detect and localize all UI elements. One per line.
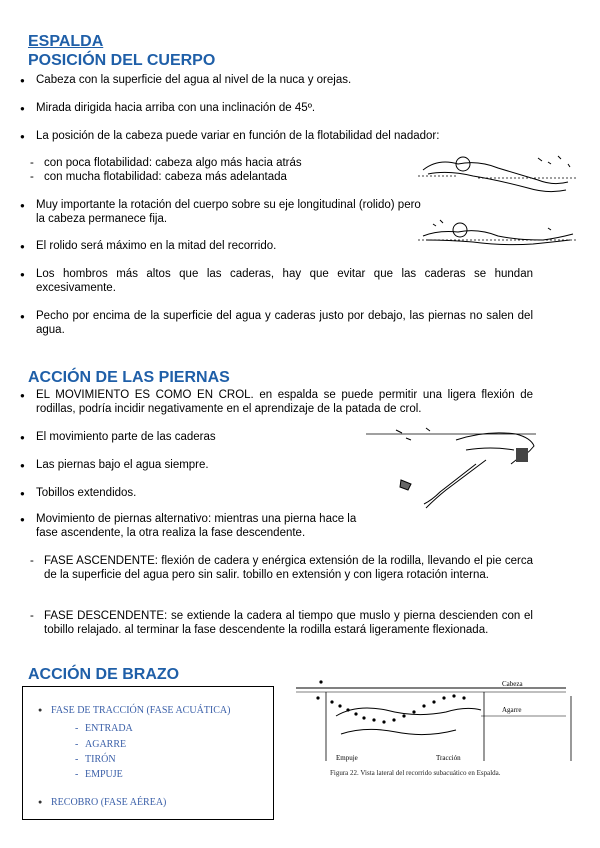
posicion-item-2: ● Mirada dirigida hacia arriba con una inclinación de 45º.: [36, 101, 536, 115]
piernas-item-4: ● Tobillos extendidos.: [36, 486, 356, 500]
posicion-subitem-1: - con poca flotabilidad: cabeza algo más hacia atrás: [44, 156, 384, 170]
figure-caption: Figura 22. Vista lateral del recorrido subacuático en Espalda.: [330, 769, 501, 777]
heading-brazo: ACCIÓN DE BRAZO: [28, 666, 180, 683]
piernas-item-1: ● EL MOVIMIENTO ES COMO EN CROL. en espalda se puede permitir una ligera flexión de rodillas, podría incidir negativamente en el aprendizaje de la patada de crol.: [36, 388, 533, 416]
posicion-item-3: ● La posición de la cabeza puede variar en función de la flotabilidad del nadador:: [36, 129, 546, 143]
brazo-phases-box: [22, 686, 274, 820]
figure-label-traccion: Tracción: [436, 754, 461, 762]
figure-label-agarre: Agarre: [502, 706, 522, 714]
title-espalda: ESPALDA: [28, 33, 104, 50]
posicion-item-4: ● Muy importante la rotación del cuerpo sobre su eje longitudinal (rolido) pero la cabeza permanece fija.: [36, 198, 421, 226]
piernas-item-3: ● Las piernas bajo el agua siempre.: [36, 458, 356, 472]
heading-piernas: ACCIÓN DE LAS PIERNAS: [28, 369, 230, 386]
brazo-recobro: ● RECOBRO (FASE AÉREA): [51, 797, 166, 808]
swimmer-illustration-2: [418, 210, 578, 260]
piernas-fase-descendente: - FASE DESCENDENTE: se extiende la cadera al tiempo que muslo y pierna descienden con el tobillo relajado. al terminar la fase descendente la rodilla estará ligeramente flexionada.: [44, 609, 533, 637]
kick-illustration: [366, 420, 536, 515]
figure-label-surface: Cabeza: [502, 680, 523, 688]
piernas-fase-ascendente: - FASE ASCENDENTE: flexión de cadera y enérgica extensión de la rodilla, llevando el pie cerca de la superficie del agua pero sin salir. tobillo en extensión y con ligera rotación interna.: [44, 554, 533, 582]
brazo-subitem-empuje: - EMPUJE: [85, 769, 123, 780]
brazo-subitem-tiron: - TIRÓN: [85, 754, 116, 765]
heading-posicion: POSICIÓN DEL CUERPO: [28, 52, 216, 69]
brazo-subitem-agarre: - AGARRE: [85, 739, 126, 750]
piernas-item-2: ● El movimiento parte de las caderas: [36, 430, 356, 444]
posicion-subitem-2: - con mucha flotabilidad: cabeza más adelantada: [44, 170, 384, 184]
posicion-item-5: ● El rolido será máximo en la mitad del recorrido.: [36, 239, 421, 253]
brazo-subitem-entrada: - ENTRADA: [85, 723, 133, 734]
posicion-item-7: ● Pecho por encima de la superficie del agua y caderas justo por debajo, las piernas no salen del agua.: [36, 309, 533, 337]
figure-label-empuje: Empuje: [336, 754, 358, 762]
arm-stroke-figure: [296, 676, 576, 768]
posicion-item-6: ● Los hombros más altos que las caderas, hay que evitar que las caderas se hundan excesivamente.: [36, 267, 533, 295]
swimmer-illustration-1: [418, 150, 578, 200]
piernas-item-5: ● Movimiento de piernas alternativo: mientras una pierna hace la fase ascendente, la otra realiza la fase descendente.: [36, 512, 371, 540]
posicion-item-1: ● Cabeza con la superficie del agua al nivel de la nuca y orejas.: [36, 73, 536, 87]
brazo-fase-traccion: ● FASE DE TRACCIÓN (FASE ACUÁTICA): [51, 705, 230, 716]
